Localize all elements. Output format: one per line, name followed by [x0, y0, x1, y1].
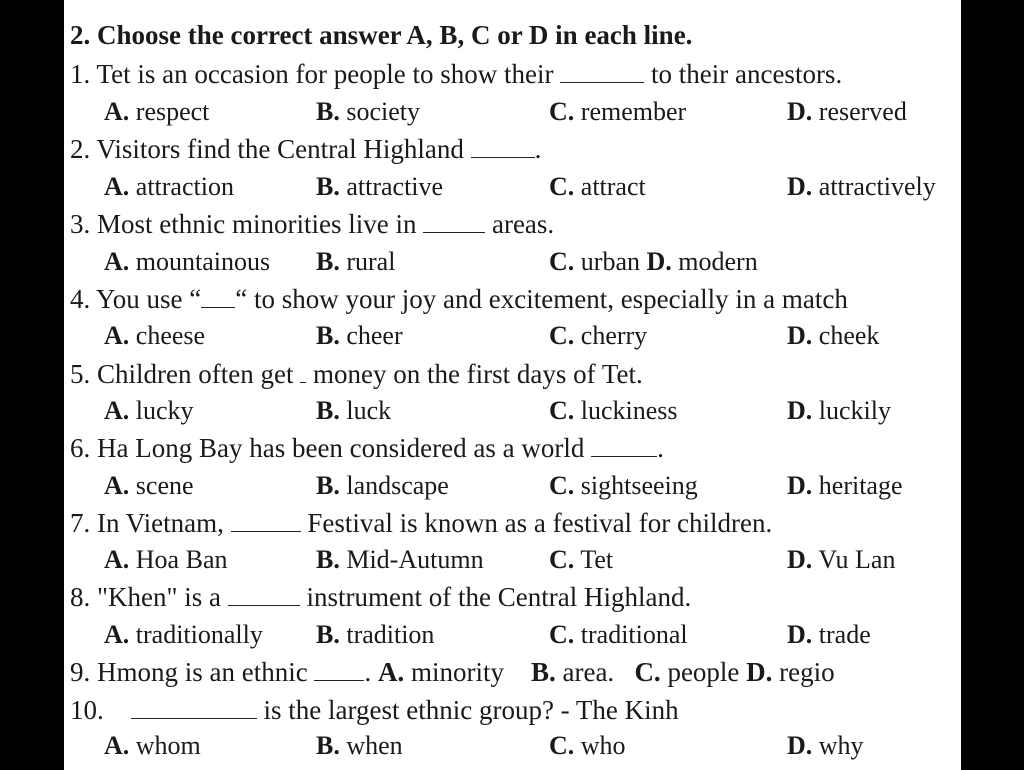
question-text-before: Tet is an occasion for people to show their	[96, 59, 554, 89]
question-9: 9. Hmong is an ethnic . A. minority B. area. C. people D. regio	[70, 657, 835, 687]
option-b: B. landscape	[316, 471, 449, 500]
question-number: 5.	[70, 359, 91, 389]
question-5	[70, 359, 643, 390]
option-b: B. rural	[316, 247, 396, 276]
option-c: C. attract	[549, 172, 646, 201]
option-a: A. Hoa Ban	[104, 545, 228, 574]
question-text-after: is the largest ethnic group? - The Kinh	[263, 695, 679, 725]
option-c: C. sightseeing	[549, 471, 698, 500]
answer-blank	[471, 139, 535, 158]
answer-blank	[591, 438, 657, 457]
option-d: D. attractively	[787, 172, 936, 201]
question-text-after: instrument of the Central Highland.	[306, 582, 692, 612]
question-text-before: In Vietnam,	[97, 508, 224, 538]
question-text-after: .	[364, 657, 372, 687]
question-1	[70, 59, 842, 90]
question-text-after: Festival is known as a festival for children.	[307, 508, 773, 538]
question-text-after: to their ancestors.	[651, 59, 843, 89]
option-b: B. when	[316, 731, 403, 760]
option-c: C. cherry	[549, 321, 648, 350]
answer-blank	[131, 700, 257, 719]
question-text-after: .	[657, 433, 664, 463]
option-d: D. luckily	[787, 396, 891, 425]
question-text-before: Hmong is an ethnic	[97, 657, 308, 687]
option-c: C. Tet	[549, 545, 614, 574]
question-number: 4.	[70, 284, 91, 314]
question-number: 10.	[70, 695, 104, 725]
question-text-before: Most ethnic minorities live in	[97, 209, 417, 239]
option-a: A. scene	[104, 471, 194, 500]
question-text-after: .	[534, 134, 542, 164]
answer-blank	[560, 64, 644, 83]
question-number: 9.	[70, 657, 91, 687]
question-number: 7.	[70, 508, 91, 538]
option-c: C. luckiness	[549, 396, 678, 425]
question-2	[70, 134, 541, 165]
question-number: 1.	[70, 59, 91, 89]
option-b: B. tradition	[316, 620, 435, 649]
option-a: A. attraction	[104, 172, 234, 201]
option-c: C. urban D. modern	[549, 247, 758, 276]
option-a: A. cheese	[104, 321, 206, 350]
question-number: 2.	[70, 134, 91, 164]
option-b: B. attractive	[316, 172, 444, 201]
option-d: D. reserved	[787, 97, 907, 126]
option-a: A. traditionally	[104, 620, 263, 649]
question-text-before: "Khen" is a	[97, 582, 222, 612]
question-6	[70, 433, 664, 464]
question-text-after: money on the first days of Tet.	[312, 359, 643, 389]
question-4	[70, 284, 848, 315]
question-text-before: Visitors find the Central Highland	[96, 134, 464, 164]
question-number: 8.	[70, 582, 91, 612]
option-d: D. cheek	[787, 321, 880, 350]
question-number: 3.	[70, 209, 91, 239]
option-c: C. remember	[549, 97, 687, 126]
answer-blank	[300, 364, 306, 383]
option-d: D. heritage	[787, 471, 903, 500]
option-c: C. who	[549, 731, 626, 760]
answer-blank	[231, 513, 301, 532]
question-text-before: Children often get	[97, 359, 294, 389]
exercise-heading: 2. Choose the correct answer A, B, C or D in each line.	[70, 20, 693, 50]
question-10	[70, 695, 679, 726]
answer-blank	[314, 662, 364, 681]
question-text-before: You use “	[96, 284, 202, 314]
option-d: D. why	[787, 731, 864, 760]
option-b: B. society	[316, 97, 420, 126]
option-d: D. trade	[787, 620, 871, 649]
question-text-after: “ to show your joy and excitement, especially in a match	[235, 284, 848, 314]
answer-blank	[201, 289, 235, 308]
question-3	[70, 209, 554, 240]
option-a: A. whom	[104, 731, 201, 760]
answer-blank	[423, 214, 485, 233]
answer-blank	[228, 587, 300, 606]
question-text-after: areas.	[491, 209, 555, 239]
question-text-before: Ha Long Bay has been considered as a world	[97, 433, 585, 463]
option-a: A. mountainous	[104, 247, 271, 276]
option-d: D. Vu Lan	[787, 545, 896, 574]
option-a: A. lucky	[104, 396, 194, 425]
question-number: 6.	[70, 433, 91, 463]
question-8	[70, 582, 691, 613]
option-b: B. luck	[316, 396, 392, 425]
worksheet-page	[64, 0, 961, 770]
option-a: A. respect	[104, 97, 210, 126]
option-c: C. traditional	[549, 620, 688, 649]
option-b: B. Mid-Autumn	[316, 545, 484, 574]
option-b: B. cheer	[316, 321, 403, 350]
question-7	[70, 508, 772, 539]
